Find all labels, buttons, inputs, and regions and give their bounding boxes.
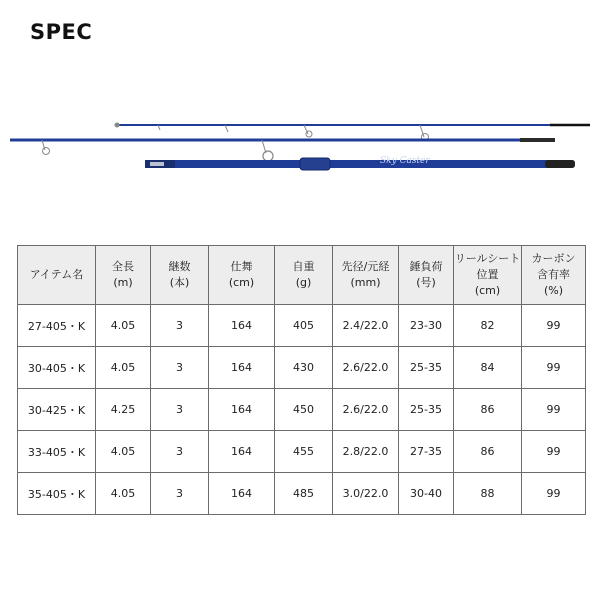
cell-tip-butt-diameter: 2.8/22.0: [333, 431, 399, 473]
table-row: [18, 473, 586, 515]
cell-tip-butt-diameter: 2.6/22.0: [333, 347, 399, 389]
spec-table: [17, 245, 586, 515]
cell-item-name: 33-405・K: [18, 431, 96, 473]
cell-item-name: 35-405・K: [18, 473, 96, 515]
cell-length: 4.05: [96, 473, 151, 515]
cell-item-name: 27-405・K: [18, 305, 96, 347]
cell-reel-seat-position: 86: [454, 389, 522, 431]
table-row: [18, 431, 586, 473]
cell-sinker-load: 27-35: [399, 431, 454, 473]
rod-butt-section: [145, 156, 575, 170]
cell-sections: 3: [151, 431, 209, 473]
cell-carbon-content: 99: [522, 347, 586, 389]
header-sinker-load: 錘負荷 (号): [399, 246, 454, 305]
cell-sinker-load: 23-30: [399, 305, 454, 347]
cell-weight: 455: [275, 431, 333, 473]
cell-closed-length: 164: [209, 431, 275, 473]
cell-sections: 3: [151, 389, 209, 431]
rod-image: [0, 105, 600, 195]
table-row: [18, 347, 586, 389]
cell-sections: 3: [151, 347, 209, 389]
cell-sinker-load: 30-40: [399, 473, 454, 515]
rod-brand-text: Sky Caster: [380, 156, 430, 166]
cell-carbon-content: 99: [522, 473, 586, 515]
cell-item-name: 30-425・K: [18, 389, 96, 431]
cell-tip-butt-diameter: 2.6/22.0: [333, 389, 399, 431]
cell-weight: 430: [275, 347, 333, 389]
cell-reel-seat-position: 84: [454, 347, 522, 389]
cell-carbon-content: 99: [522, 389, 586, 431]
cell-weight: 450: [275, 389, 333, 431]
rod-middle-section: [10, 140, 555, 161]
cell-weight: 405: [275, 305, 333, 347]
table-row: [18, 305, 586, 347]
cell-closed-length: 164: [209, 473, 275, 515]
header-item-name: アイテム名: [18, 246, 96, 305]
header-reel-seat-position: リールシート 位置 (cm): [454, 246, 522, 305]
spec-title: SPEC: [30, 20, 93, 44]
header-closed-length: 仕舞 (cm): [209, 246, 275, 305]
cell-carbon-content: 99: [522, 431, 586, 473]
cell-length: 4.05: [96, 431, 151, 473]
cell-carbon-content: 99: [522, 305, 586, 347]
header-sections: 継数 (本): [151, 246, 209, 305]
header-length: 全長 (m): [96, 246, 151, 305]
cell-tip-butt-diameter: 2.4/22.0: [333, 305, 399, 347]
cell-length: 4.05: [96, 305, 151, 347]
cell-reel-seat-position: 82: [454, 305, 522, 347]
cell-item-name: 30-405・K: [18, 347, 96, 389]
cell-closed-length: 164: [209, 389, 275, 431]
rod-tip-section: [115, 123, 591, 141]
cell-reel-seat-position: 86: [454, 431, 522, 473]
cell-closed-length: 164: [209, 305, 275, 347]
cell-sinker-load: 25-35: [399, 347, 454, 389]
header-carbon-content: カーボン 含有率 (%): [522, 246, 586, 305]
table-header-row: [18, 246, 586, 305]
cell-length: 4.25: [96, 389, 151, 431]
cell-closed-length: 164: [209, 347, 275, 389]
cell-sections: 3: [151, 473, 209, 515]
header-tip-butt-diameter: 先径/元経 (mm): [333, 246, 399, 305]
header-weight: 自重 (g): [275, 246, 333, 305]
cell-sinker-load: 25-35: [399, 389, 454, 431]
table-row: [18, 389, 586, 431]
cell-weight: 485: [275, 473, 333, 515]
cell-tip-butt-diameter: 3.0/22.0: [333, 473, 399, 515]
cell-reel-seat-position: 88: [454, 473, 522, 515]
cell-length: 4.05: [96, 347, 151, 389]
cell-sections: 3: [151, 305, 209, 347]
